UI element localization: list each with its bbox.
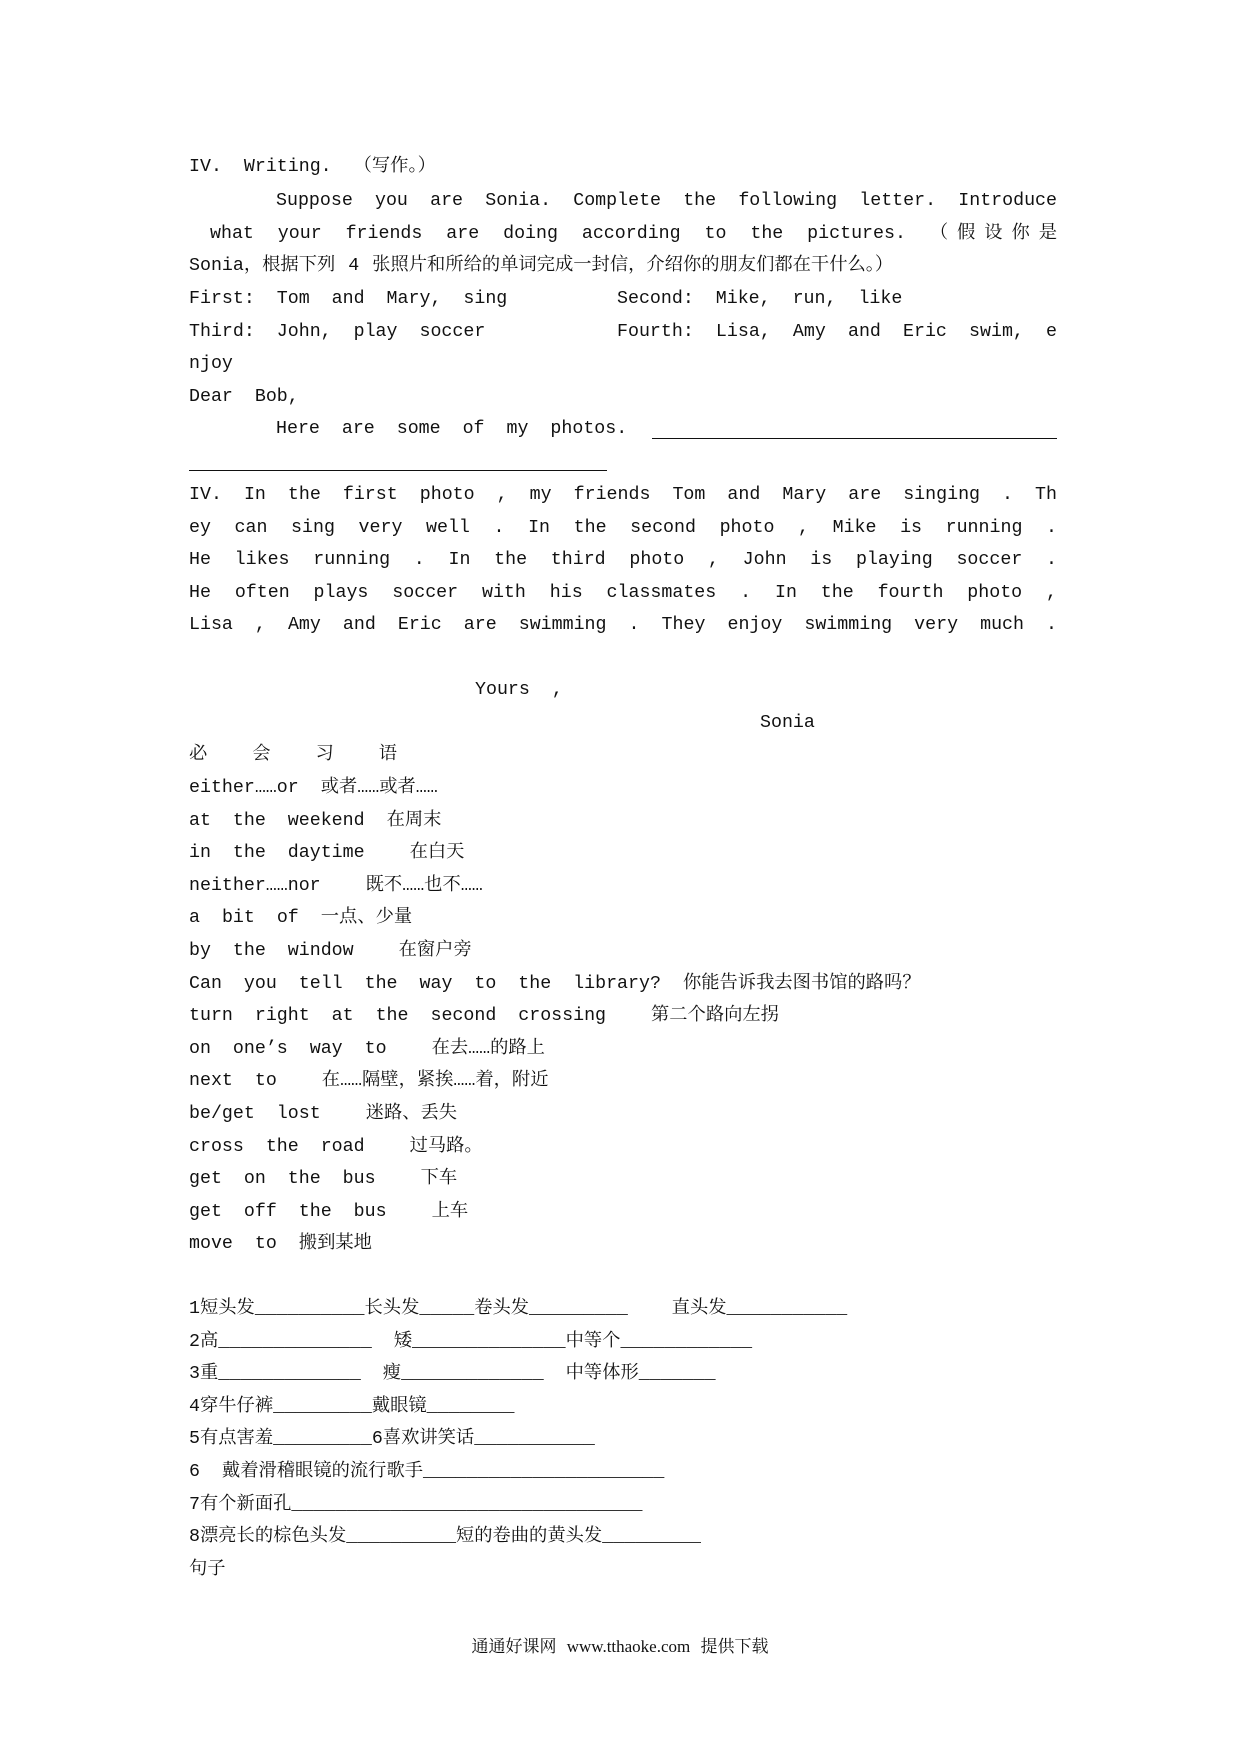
prompt-fourth-photo-continued: njoy bbox=[189, 354, 233, 374]
fill-in-exercise bbox=[189, 1293, 847, 1586]
answer-blank-line bbox=[652, 438, 1057, 439]
fill-in-line: 4穿牛仔裤_________戴眼镜________ bbox=[189, 1396, 515, 1417]
phrase-english: be/get lost bbox=[189, 1103, 321, 1124]
phrase-row bbox=[189, 805, 921, 838]
phrase-english: in the daytime bbox=[189, 843, 365, 864]
phrase-row bbox=[189, 1131, 921, 1164]
phrase-chinese: 下车 bbox=[420, 1169, 458, 1190]
instruction-line-3: Sonia，根据下列 4 张照片和所给的单词完成一封信，介绍你的朋友们都在干什么。） bbox=[189, 256, 894, 276]
phrase-english: get on the bus bbox=[189, 1169, 376, 1190]
phrase-english: cross the road bbox=[189, 1136, 365, 1157]
instruction-line-2: what your friends are doing according to the pictures. （假设你是 bbox=[210, 224, 1057, 244]
phrase-chinese: 过马路。 bbox=[409, 1136, 483, 1157]
phrase-row bbox=[189, 1098, 921, 1131]
instruction-line-1: Suppose you are Sonia. Complete the following letter. Introduce bbox=[276, 191, 1057, 211]
phrase-chinese: 你能告诉我去图书馆的路吗？ bbox=[682, 973, 921, 994]
letter-closing: Yours , bbox=[475, 680, 563, 700]
phrase-chinese: 既不……也不…… bbox=[365, 875, 483, 896]
phrase-chinese: 上车 bbox=[431, 1201, 469, 1222]
answer-line: Lisa , Amy and Eric are swimming . They enjoy swimming very much . bbox=[189, 615, 1057, 636]
prompt-second-photo: Second: Mike, run, like bbox=[617, 289, 903, 309]
prompt-fourth-photo: Fourth: Lisa, Amy and Eric swim, e bbox=[617, 322, 1057, 342]
phrases-title: 必 会 习 语 bbox=[189, 745, 398, 765]
fill-in-line: 5有点害羞_________6喜欢讲笑话___________ bbox=[189, 1429, 595, 1450]
phrase-row bbox=[189, 1000, 921, 1033]
phrase-chinese: 在周末 bbox=[386, 810, 442, 831]
prompt-first-photo: First: Tom and Mary, sing bbox=[189, 289, 508, 309]
phrase-english: at the weekend bbox=[189, 810, 365, 831]
phrase-english: get off the bus bbox=[189, 1201, 387, 1222]
writing-section-heading: IV. Writing. （写作。） bbox=[189, 157, 436, 177]
phrase-english: turn right at the second crossing bbox=[189, 1006, 607, 1027]
fill-in-line: 8漂亮长的棕色头发__________短的卷曲的黄头发_________ bbox=[189, 1527, 701, 1548]
phrase-chinese: 或者……或者…… bbox=[320, 778, 438, 798]
phrase-chinese: 在窗户旁 bbox=[398, 940, 472, 961]
page-footer: 通通好课网 www.tthaoke.com 提供下载 bbox=[471, 1637, 769, 1656]
phrase-row bbox=[189, 870, 921, 903]
phrase-row bbox=[189, 1033, 921, 1066]
letter-salutation: Dear Bob, bbox=[189, 387, 299, 407]
phrase-row bbox=[189, 902, 921, 935]
phrase-english: on one’s way to bbox=[189, 1038, 387, 1059]
letter-signature: Sonia bbox=[760, 713, 815, 733]
phrase-row bbox=[189, 1065, 921, 1098]
phrase-english: next to bbox=[189, 1071, 277, 1092]
phrase-row bbox=[189, 968, 921, 1001]
phrase-row bbox=[189, 935, 921, 968]
letter-opening: Here are some of my photos. bbox=[276, 419, 628, 439]
phrase-chinese: 在……隔壁，紧挨……着，附近 bbox=[321, 1071, 549, 1092]
phrase-english: move to bbox=[189, 1234, 277, 1255]
phrase-english: Can you tell the way to the library? bbox=[189, 973, 661, 994]
fill-in-line: 7有个新面孔________________________________ bbox=[189, 1494, 643, 1515]
phrase-chinese: 搬到某地 bbox=[298, 1234, 372, 1255]
phrase-row bbox=[189, 1228, 921, 1261]
answer-line: ey can sing very well . In the second photo , Mike is running . bbox=[189, 517, 1057, 538]
prompt-third-photo: Third: John, play soccer bbox=[189, 322, 486, 342]
answer-line: He likes running . In the third photo , John is playing soccer . bbox=[189, 550, 1057, 571]
answer-line: IV. In the first photo , my friends Tom and Mary are singing . Th bbox=[189, 485, 1057, 505]
fill-in-line: 2高______________ 矮______________中等个____________ bbox=[189, 1331, 753, 1352]
phrase-chinese: 第二个路向左拐 bbox=[651, 1006, 779, 1027]
phrase-english: either……or bbox=[189, 778, 299, 798]
phrase-row bbox=[189, 772, 921, 805]
phrase-chinese: 一点、少量 bbox=[320, 908, 413, 929]
answer-line: He often plays soccer with his classmates . In the fourth photo , bbox=[189, 582, 1057, 603]
phrase-row bbox=[189, 1196, 921, 1229]
fill-in-line: 1短头发__________长头发_____卷头发_________ 直头发___________ bbox=[189, 1299, 848, 1319]
fill-in-line: 6 戴着滑稽眼镜的流行歌手______________________ bbox=[189, 1461, 665, 1482]
sentences-label: 句子 bbox=[189, 1559, 226, 1580]
phrase-row bbox=[189, 837, 921, 870]
answer-paragraph bbox=[189, 479, 1057, 642]
phrase-english: neither……nor bbox=[189, 875, 321, 896]
fill-in-line: 3重_____________ 瘦_____________ 中等体形_______ bbox=[189, 1364, 716, 1385]
phrase-chinese: 在去……的路上 bbox=[431, 1038, 545, 1059]
phrase-chinese: 在白天 bbox=[409, 843, 465, 864]
answer-blank-line bbox=[189, 470, 607, 471]
phrase-english: by the window bbox=[189, 940, 354, 961]
phrase-row bbox=[189, 1163, 921, 1196]
phrase-english: a bit of bbox=[189, 908, 299, 929]
phrase-list bbox=[189, 772, 921, 1261]
phrase-chinese: 迷路、丢失 bbox=[365, 1103, 458, 1124]
